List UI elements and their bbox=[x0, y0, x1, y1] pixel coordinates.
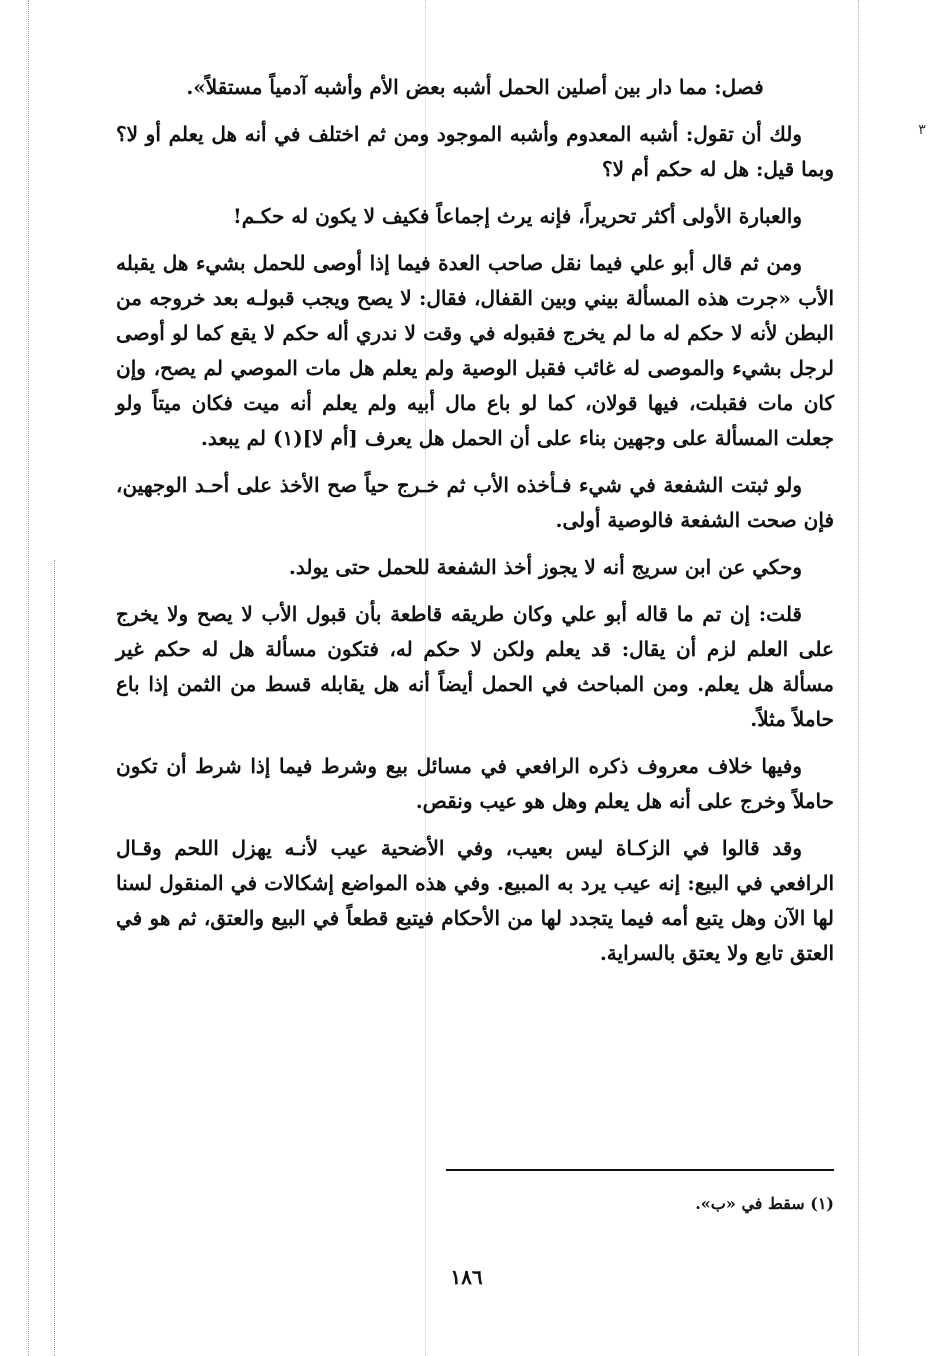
footnote: (١) سقط في «ب». bbox=[695, 1194, 834, 1213]
paragraph: ولو ثبتت الشفعة في شيء فـأخذه الأب ثم خـرج حياً صح الأخذ على أحـد الوجهين، فإن صحت الشفعة فالوصية أولى. bbox=[116, 473, 834, 532]
paragraph: وقد قالوا في الزكـاة ليس بعيب، وفي الأضحية عيب لأنـه يهزل اللحم وقـال الرافعي في البيع: إنه عيب يرد به المبيع. وفي هذه المواضع إشكالات في المنقول لسنا لها الآن وهل يتبع أمه فيما يتجدد لها من الأحكام فيتبع قطعاً في البيع والعتق، ثم هو في العتق تابع ولا يعتق بالسراية. bbox=[116, 836, 834, 965]
paragraph: قلت: إن تم ما قاله أبو علي وكان طريقه قاطعة بأن قبول الأب لا يصح ولا يخرج على العلم لزم أن يقال: قد يعلم ولكن لا حكم له، فتكون مسألة هل له حكم غير مسألة هل يعلم. ومن المباحث في الحمل أيضاً أنه هل يقابله قسط من الثمن إذا باع حاملاً مثلاً. bbox=[116, 602, 834, 731]
section-heading: فصل: مما دار بين أصلين الحمل أشبه بعض الأم وأشبه آدمياً مستقلاً». bbox=[186, 75, 764, 99]
margin-mark: ٣ bbox=[918, 122, 926, 138]
main-text bbox=[116, 70, 834, 983]
paragraph: وفيها خلاف معروف ذكره الرافعي في مسائل بيع وشرط فيما إذا شرط أن تكون حاملاً وخرج على أنه هل يعلم وهل هو عيب ونقص. bbox=[116, 754, 834, 813]
scan-artifact-line bbox=[28, 0, 29, 1356]
scan-artifact-line bbox=[54, 560, 55, 1356]
paragraph: ومن ثم قال أبو علي فيما نقل صاحب العدة فيما إذا أوصى للحمل بشيء هل يقبله الأب «جرت هذه المسألة بيني وبين القفال، فقال: لا يصح ويجب قبولـه بعد خروجه من البطن لأنه لا حكم له ما لم يخرج فقبوله في وقت لا ندري أله حكم لا يقع كما لو أوصى لرجل بشيء والموصى له غائب فقبل الوصية ولم يعلم هل مات الموصي لم يصح، وإن كان مات فقبلت، فيها قولان، كما لو باع مال أبيه ولم يعلم أنه ميت فكان ميتاً ولو جعلت المسألة على وجهين بناء على أن الحمل هل يعرف [أم لا](١) لم يبعد. bbox=[116, 251, 834, 450]
paragraph: وحكي عن ابن سريج أنه لا يجوز أخذ الشفعة للحمل حتى يولد. bbox=[288, 555, 802, 579]
paragraph: ولك أن تقول: أشبه المعدوم وأشبه الموجود ومن ثم اختلف في أنه هل يعلم أو لا؟ وبما قيل: هل له حكم أم لا؟ bbox=[116, 122, 834, 181]
paragraph: والعبارة الأولى أكثر تحريراً، فإنه يرث إجماعاً فكيف لا يكون له حكـم! bbox=[232, 204, 802, 228]
page-number: ١٨٦ bbox=[450, 1265, 483, 1289]
scan-artifact-line bbox=[858, 0, 859, 1356]
footnote-divider bbox=[446, 1169, 834, 1171]
